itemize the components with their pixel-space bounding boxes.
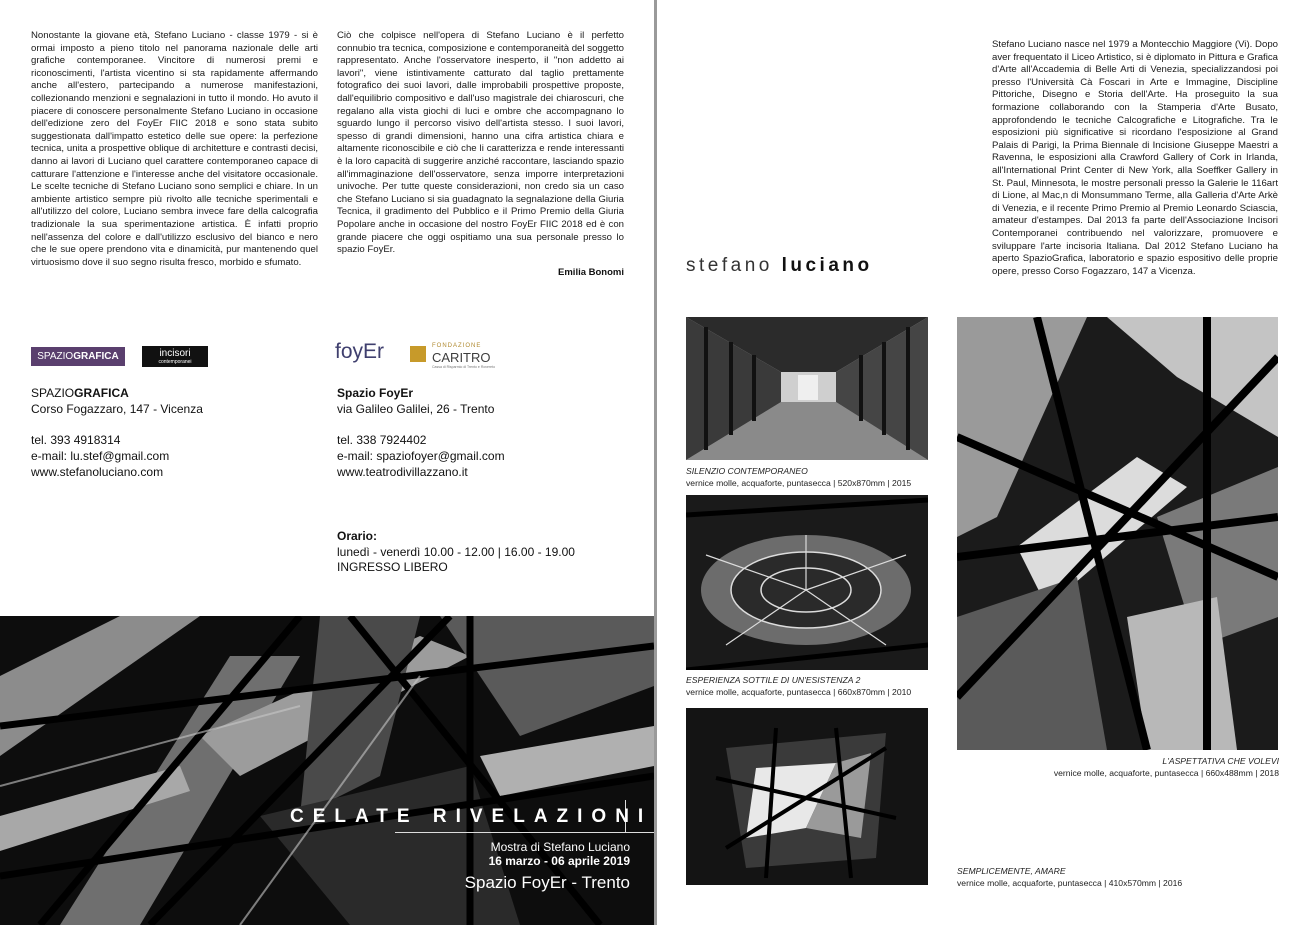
artwork-details-4: vernice molle, acquaforte, puntasecca | 660x488mm | 2018	[1053, 768, 1279, 778]
caritro-logo-text-c: Cassa di Risparmio di Trento e Rovereto	[432, 365, 496, 369]
artwork-title-2: ESPERIENZA SOTTILE DI UN'ESISTENZA 2	[686, 675, 861, 685]
venue-spaziografica-name-b: GRAFICA	[74, 386, 129, 400]
artwork-title-1: SILENZIO CONTEMPORANEO	[686, 466, 808, 476]
artwork-caption-4	[1054, 755, 1279, 779]
left-page	[0, 0, 654, 925]
incisori-contemporanei-logo	[142, 346, 208, 367]
hours-label: Orario:	[337, 529, 378, 543]
venue-spaziografica-tel[interactable]: tel. 393 4918314	[31, 433, 121, 448]
exhibition-venue: Spazio FoyEr - Trento	[464, 873, 630, 892]
artist-bio: Stefano Luciano nasce nel 1979 a Montecchio Maggiore (Vi). Dopo aver frequentato il Liceo Artistico, si è diplomato in Pittura e Grafica d'Arte all'Accademia di Belle Arti di Venezia, specializzandosi poi presso l'Università Cà Foscari in Arte e Immagine, Discipline Pittoriche, Disegno e Storia dell'Arte. Ha proseguito la sua formazione collaborando con la Stamperia d'Arte Busato, approfondendo le tecniche Calcografiche e Litografiche. Tra le esposizioni più significative si ricordano l'esposizione al Grand Palais di Parigi, la Prima Biennale di Incisione Giuseppe Maestri a Ravenna, le esposizioni alla Crawford Gallery of Cork in Irlanda, all'International Print Center di New York, alla Soeffker Gallery in St. Paul, Minnesota, le mostre personali presso la Galerie le 116art di Lione, al Mac,n di Monsummano Terme, alla Galleria d'Arte Arkè di Venezia, e il recente Primo Premio al Premio Leonardo Sciascia, amateur d'estampes. Dal 2013 fa parte dell'Associazione Incisori Contemporanei contribuendo nel valorizzare, promuovere e sviluppare l'arte incisoria Italiana. Dal 2012 Stefano Luciano ha aperto SpazioGrafica, laboratorio e spazio espositivo delle proprie opere, presso Corso Fogazzaro, 147 a Vicenza.	[992, 39, 1278, 277]
artwork-title-3: SEMPLICEMENTE, AMARE	[957, 866, 1066, 876]
spaziografica-logo	[31, 347, 125, 366]
opening-hours	[337, 529, 575, 576]
spaziografica-logo-text-b: GRAFICA	[73, 351, 119, 362]
spaziografica-logo-text-a: SPAZIO	[37, 351, 74, 362]
venue-spaziografica-name-a: SPAZIO	[31, 386, 75, 400]
venue-spaziografica-web[interactable]: www.stefanoluciano.com	[31, 464, 164, 479]
venue-foyer	[337, 386, 505, 480]
venue-foyer-tel[interactable]: tel. 338 7924402	[337, 433, 427, 448]
artwork-details-1: vernice molle, acquaforte, puntasecca | 520x870mm | 2015	[686, 478, 912, 488]
venue-foyer-address: via Galileo Galilei, 26 - Trento	[337, 401, 495, 416]
venue-spaziografica	[31, 386, 203, 480]
exhibition-dates: 16 marzo - 06 aprile 2019	[488, 854, 630, 868]
artwork-caption-3	[957, 865, 1182, 889]
artist-first-name: stefano	[686, 255, 773, 276]
intro-text-column-2: Ciò che colpisce nell'opera di Stefano Luciano è il perfetto connubio tra tecnica, composizione e contemporaneità del soggetto rappresentato. Anche l'osservatore inesperto, il "non addetto ai lavori", viene istintivamente catturato dal taglio prettamente fotografico dei suoi lavori, dalle improbabili prospettive proposte, dall'equilibrio compositivo e dall'uso magistrale dei chiaroscuri, che regalano alla vista giochi di luci e ombre che accompagnano lo sguardo lungo il percorso visivo dell'artista stesso. I suoi lavori, spesso di grandi dimensioni, hanno una cifra artistica chiara e altamente riconoscibile e ciò che li caratterizza e rende interessanti è la loro capacità di suggerire anziché raccontare, lasciando spazio all'immaginazione dell'osservatore, senza imporre interpretazioni univoche. Per tutte queste considerazioni, non credo sia un caso che Stefano Luciano si sia guadagnato la segnalazione della Giuria Tecnica, il gradimento del Pubblico e il Primo Premio della Giuria Popolare anche in occasione del nostro FoyEr FIIC 2018 ed è con grande piacere che oggi ospitiamo una sua personale presso lo spazio FoyEr.	[337, 30, 624, 256]
caritro-emblem-icon	[410, 346, 426, 362]
intro-text-column-1: Nonostante la giovane età, Stefano Luciano - classe 1979 - si è ormai imposto a pieno titolo nel panorama nazionale delle arti grafiche contemporanee. Vincitore di numerosi premi e riconoscimenti, l'artista vicentino si sta rapidamente affermando anche all'estero, partecipando a numerose manifestazioni, collezionando menzioni e segnalazioni in tutto il mondo. Ho avuto il piacere di conoscere personalmente Stefano Luciano in occasione dell'edizione zero del FoyEr FIIC 2018 e sono stata subito suggestionata dall'impatto estetico delle sue opere: la perfezione tecnica, unita a prospettive oblique di architetture e contrasti decisi, danno ai lavori di Luciano quel carattere contemporaneo capace di catturare l'attenzione e l'interesse anche del visitatore occasionale. Le scelte tecniche di Stefano Luciano sono semplici e chiare. In un ambiente artistico sempre più rivolto alle tecniche sperimentali e all'utilizzo del colore, Luciano sembra invece fare della calcografia tradizionale la sua sperimentazione artistica. È infatti proprio nell'assenza del colore e dall'utilizzo esclusivo del bianco e nero che le sue opere prendono vita e dinamicità, pur mantenendo quel virtuosismo dove il suo segno risulta fresco, morbido e sfumato.	[31, 30, 318, 268]
artwork-title-4: L'ASPETTATIVA CHE VOLEVI	[1162, 756, 1279, 766]
banner-rule	[395, 832, 654, 833]
caritro-logo	[410, 343, 502, 369]
incisori-logo-text-b: contemporanei	[158, 358, 192, 365]
hours-times: lunedì - venerdì 10.00 - 12.00 | 16.00 - 19.00	[337, 544, 575, 559]
artwork-image-1	[686, 317, 928, 460]
artist-name	[686, 255, 873, 277]
artwork-caption-1	[686, 465, 911, 489]
artist-last-name: luciano	[781, 255, 873, 276]
venue-spaziografica-address: Corso Fogazzaro, 147 - Vicenza	[31, 401, 203, 416]
foyer-logo: foyEr	[335, 340, 385, 363]
venue-foyer-web[interactable]: www.teatrodivillazzano.it	[337, 464, 468, 479]
venue-foyer-name: Spazio FoyEr	[337, 386, 414, 400]
artwork-details-2: vernice molle, acquaforte, puntasecca | 660x870mm | 2010	[686, 687, 912, 697]
right-page	[657, 0, 1309, 925]
artwork-details-3: vernice molle, acquaforte, puntasecca | 410x570mm | 2016	[957, 878, 1183, 888]
venue-spaziografica-name	[31, 386, 203, 402]
artwork-image-4	[957, 317, 1278, 750]
venue-foyer-email[interactable]: e-mail: spaziofoyer@gmail.com	[337, 448, 505, 463]
author-signature: Emilia Bonomi	[558, 267, 624, 278]
caritro-logo-text-b: CARITRO	[432, 350, 491, 365]
exhibition-subtitle: Mostra di Stefano Luciano	[490, 840, 630, 854]
venue-spaziografica-email[interactable]: e-mail: lu.stef@gmail.com	[31, 448, 170, 463]
artwork-caption-2	[686, 674, 911, 698]
artwork-image-2	[686, 495, 928, 670]
artwork-image-3	[686, 708, 928, 885]
incisori-logo-text-a: incisori	[159, 347, 191, 359]
hours-entry: INGRESSO LIBERO	[337, 560, 448, 575]
exhibition-title: CELATE RIVELAZIONI	[290, 806, 653, 827]
caritro-logo-text-a: FONDAZIONE	[432, 343, 482, 349]
